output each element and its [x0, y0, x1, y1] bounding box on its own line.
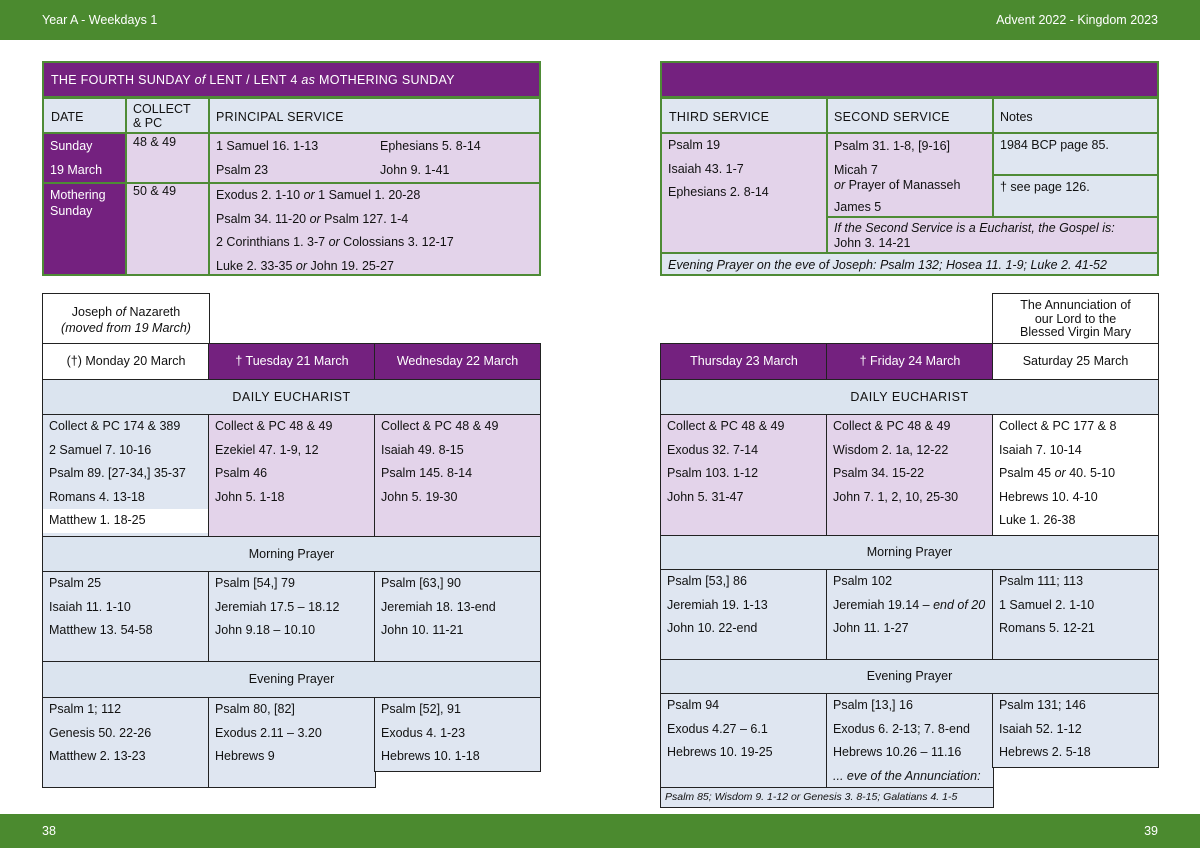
eucharist-thursday: Collect & PC 48 & 49 Exodus 32. 7-14 Psalm 103. 1-12 John 5. 31-47 [660, 414, 828, 536]
daily-eucharist-band-right: DAILY EUCHARIST [660, 379, 1159, 416]
header-left: Year A - Weekdays 1 [42, 13, 158, 27]
col-second-header: SECOND SERVICE [826, 97, 994, 134]
mothering-date-cell: Mothering Sunday [42, 182, 127, 276]
evening-prayer-band: Evening Prayer [42, 661, 541, 698]
page-number-right: 39 [1144, 824, 1158, 838]
mothering-collect-cell: 50 & 49 [125, 182, 210, 276]
eve-annunciation-readings: Psalm 85; Wisdom 9. 1-12 or Genesis 3. 8-15; Galatians 4. 1-5 [660, 787, 994, 808]
evening-thursday: Psalm 94 Exodus 4.27 – 6.1 Hebrews 10. 19-25 [660, 693, 828, 789]
morning-tuesday: Psalm [54,] 79 Jeremiah 17.5 – 18.12 John 9.18 – 10.10 [208, 571, 376, 662]
day-thursday: Thursday 23 March [660, 343, 828, 380]
eucharist-gospel-note: If the Second Service is a Eucharist, the Gospel is: John 3. 14-21 [826, 216, 1159, 254]
morning-prayer-band-right: Morning Prayer [660, 535, 1159, 570]
eucharist-wednesday: Collect & PC 48 & 49 Isaiah 49. 8-15 Psalm 145. 8-14 John 5. 19-30 [374, 414, 541, 537]
evening-eve-joseph: Evening Prayer on the eve of Joseph: Psalm 132; Hosea 11. 1-9; Luke 2. 41-52 [660, 252, 1159, 276]
header-right: Advent 2022 - Kingdom 2023 [996, 13, 1158, 27]
day-friday: † Friday 24 March [826, 343, 994, 380]
col-collect-header: COLLECT & PC [125, 97, 210, 134]
col-third-header: THIRD SERVICE [660, 97, 828, 134]
sunday-principal-cell: 1 Samuel 16. 1-13 Psalm 23 Ephesians 5. 8-14 John 9. 1-41 [208, 132, 541, 184]
eucharist-saturday: Collect & PC 177 & 8 Isaiah 7. 10-14 Psalm 45 or 40. 5-10 Hebrews 10. 4-10 Luke 1. 26-38 [992, 414, 1159, 536]
annunciation-title-cell: The Annunciation of our Lord to the Blessed Virgin Mary [992, 293, 1159, 344]
evening-friday: Psalm [13,] 16 Exodus 6. 2-13; 7. 8-end Hebrews 10.26 – 11.16 ... eve of the Annunciation: [826, 693, 994, 789]
mothering-principal-cell: Exodus 2. 1-10 or 1 Samuel 1. 20-28 Psalm 34. 11-20 or Psalm 127. 1-4 2 Corinthians 1. 3-7 or Colossians 3. 12-17 Luke 2. 33-35 or John 19. 25-27 [208, 182, 541, 276]
day-tuesday: † Tuesday 21 March [208, 343, 376, 380]
sunday-collect-cell: 48 & 49 [125, 132, 210, 184]
evening-monday: Psalm 1; 112 Genesis 50. 22-26 Matthew 2. 13-23 [42, 697, 210, 788]
evening-prayer-band-right: Evening Prayer [660, 659, 1159, 694]
joseph-title-cell: Joseph of Nazareth (moved from 19 March) [42, 293, 210, 344]
day-monday: (†) Monday 20 March [42, 343, 210, 380]
footer-bar [0, 814, 1200, 848]
morning-saturday: Psalm 111; 113 1 Samuel 2. 1-10 Romans 5. 12-21 [992, 569, 1159, 660]
col-date-header: DATE [42, 97, 127, 134]
evening-tuesday: Psalm 80, [82] Exodus 2.11 – 3.20 Hebrews 9 [208, 697, 376, 788]
col-notes-header: Notes [992, 97, 1159, 134]
evening-saturday: Psalm 131; 146 Isaiah 52. 1-12 Hebrews 2. 5-18 [992, 693, 1159, 768]
eucharist-tuesday: Collect & PC 48 & 49 Ezekiel 47. 1-9, 12 Psalm 46 John 5. 1-18 [208, 414, 376, 537]
third-service-cell: Psalm 19 Isaiah 43. 1-7 Ephesians 2. 8-14 [660, 132, 828, 254]
morning-monday: Psalm 25 Isaiah 11. 1-10 Matthew 13. 54-58 [42, 571, 210, 662]
col-principal-header: PRINCIPAL SERVICE [208, 97, 541, 134]
sunday-title: THE FOURTH SUNDAY of LENT / LENT 4 as MOTHERING SUNDAY [42, 61, 541, 98]
eucharist-monday: Collect & PC 174 & 389 2 Samuel 7. 10-16 Psalm 89. [27-34,] 35-37 Romans 4. 13-18 Matthew 1. 18-25 [42, 414, 210, 537]
note-see-page: † see page 126. [992, 174, 1159, 218]
services-title-bar [660, 61, 1159, 98]
header-bar [0, 0, 1200, 40]
page-number-left: 38 [42, 824, 56, 838]
evening-wednesday: Psalm [52], 91 Exodus 4. 1-23 Hebrews 10. 1-18 [374, 697, 541, 772]
second-service-cell: Psalm 31. 1-8, [9-16] Micah 7 or Prayer of Manasseh James 5 [826, 132, 994, 218]
day-wednesday: Wednesday 22 March [374, 343, 541, 380]
morning-friday: Psalm 102 Jeremiah 19.14 – end of 20 John 11. 1-27 [826, 569, 994, 660]
morning-prayer-band: Morning Prayer [42, 536, 541, 572]
morning-thursday: Psalm [53,] 86 Jeremiah 19. 1-13 John 10. 22-end [660, 569, 828, 660]
morning-wednesday: Psalm [63,] 90 Jeremiah 18. 13-end John 10. 11-21 [374, 571, 541, 662]
note-bcp: 1984 BCP page 85. [992, 132, 1159, 176]
eucharist-friday: Collect & PC 48 & 49 Wisdom 2. 1a, 12-22 Psalm 34. 15-22 John 7. 1, 2, 10, 25-30 [826, 414, 994, 536]
day-saturday: Saturday 25 March [992, 343, 1159, 380]
daily-eucharist-band: DAILY EUCHARIST [42, 379, 541, 416]
sunday-date-cell: Sunday 19 March [42, 132, 127, 184]
